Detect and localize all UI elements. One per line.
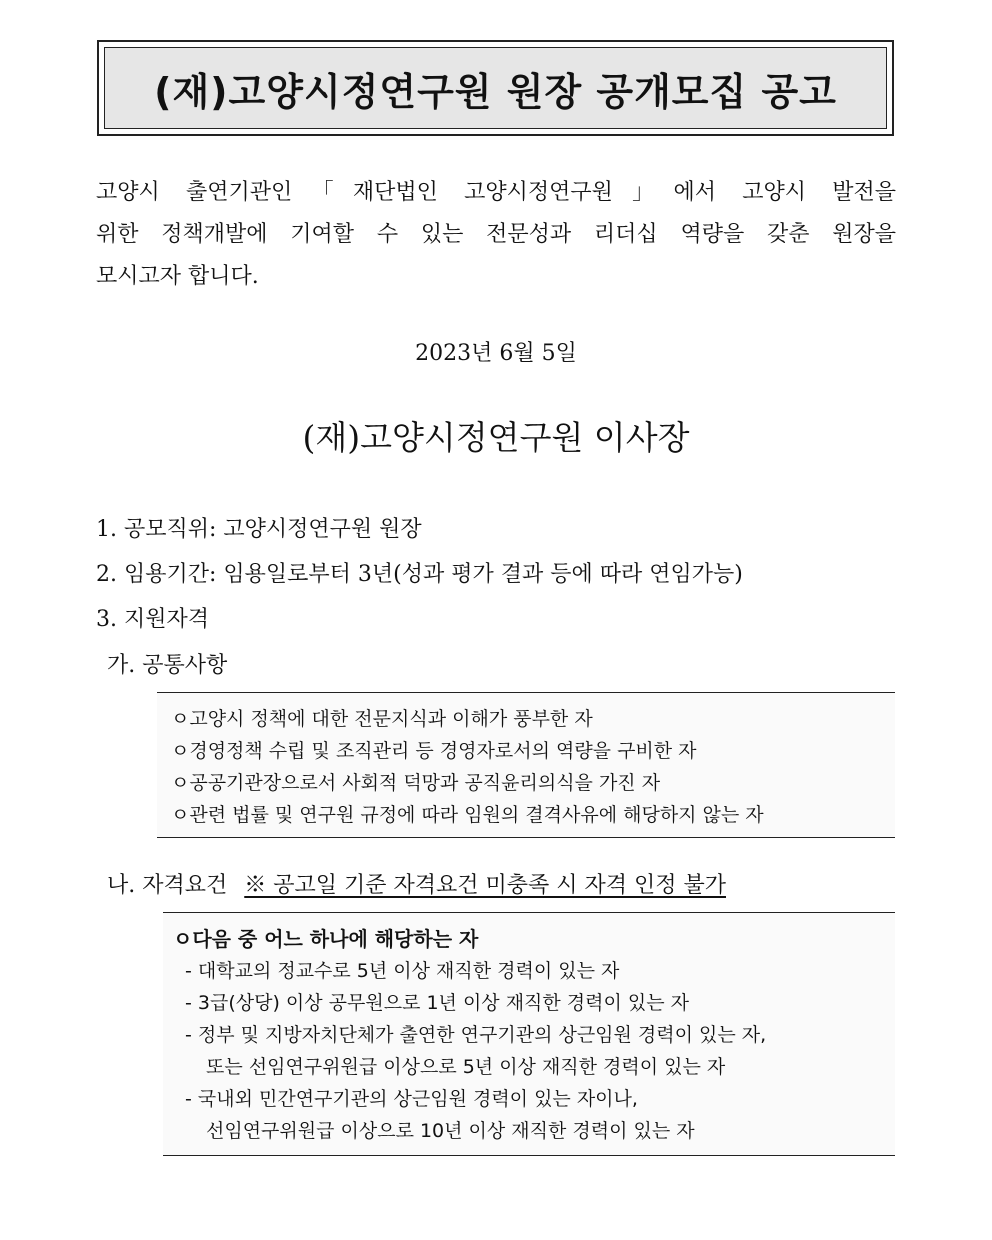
- announcement-date: 2023년 6월 5일: [415, 341, 577, 366]
- issuer: (재)고양시정연구원 이사장: [302, 418, 690, 457]
- requirements-note: ※ 공고일 기준 자격요건 미충족 시 자격 인정 불가: [244, 873, 726, 898]
- common-line-4: ㅇ관련 법률 및 연구원 규정에 따라 임원의 결격사유에 해당하지 않는 자: [171, 804, 764, 826]
- requirements-lead: ㅇ다음 중 어느 하나에 해당하는 자: [173, 927, 479, 951]
- title-box: [97, 40, 894, 136]
- intro-line-1: 고양시 출연기관인「재단법인 고양시정연구원」에서 고양시 발전을: [96, 180, 896, 205]
- item-term: 2. 임용기간: 임용일로부터 3년(성과 평가 결과 등에 따라 연임가능): [96, 562, 743, 587]
- requirements-line-4: - 국내외 민간연구기관의 상근임원 경력이 있는 자이나,: [185, 1088, 638, 1110]
- requirements-line-3: - 정부 및 지방자치단체가 출연한 연구기관의 상근임원 경력이 있는 자,: [185, 1024, 767, 1046]
- common-line-3: ㅇ공공기관장으로서 사회적 덕망과 공직윤리의식을 가진 자: [171, 772, 661, 794]
- requirements-line-4-cont: 선임연구위원급 이상으로 10년 이상 재직한 경력이 있는 자: [206, 1120, 695, 1142]
- requirements-line-3-cont: 또는 선임연구위원급 이상으로 5년 이상 재직한 경력이 있는 자: [206, 1056, 726, 1078]
- item-position: 1. 공모직위: 고양시정연구원 원장: [96, 517, 422, 542]
- requirements-heading-row: [107, 868, 726, 899]
- requirements-box: [163, 912, 895, 1156]
- requirements-line-2: - 3급(상당) 이상 공무원으로 1년 이상 재직한 경력이 있는 자: [185, 992, 690, 1014]
- intro-line-3: 모시고자 합니다.: [96, 264, 259, 289]
- common-line-1: ㅇ고양시 정책에 대한 전문지식과 이해가 풍부한 자: [171, 708, 593, 730]
- requirements-line-1: - 대학교의 정교수로 5년 이상 재직한 경력이 있는 자: [185, 960, 620, 982]
- title-box-inner: [104, 47, 887, 129]
- common-line-2: ㅇ경영정책 수립 및 조직관리 등 경영자로서의 역량을 구비한 자: [171, 740, 697, 762]
- intro-line-2: 위한 정책개발에 기여할 수 있는 전문성과 리더십 역량을 갖춘 원장을: [96, 222, 896, 247]
- page-title: (재)고양시정연구원 원장 공개모집 공고: [154, 69, 837, 114]
- common-requirements-box: [157, 692, 895, 838]
- intro-paragraph: [96, 172, 896, 298]
- common-heading: 가. 공통사항: [107, 653, 228, 678]
- item-qualifications: 3. 지원자격: [96, 607, 209, 632]
- requirements-heading: 나. 자격요건: [107, 873, 228, 898]
